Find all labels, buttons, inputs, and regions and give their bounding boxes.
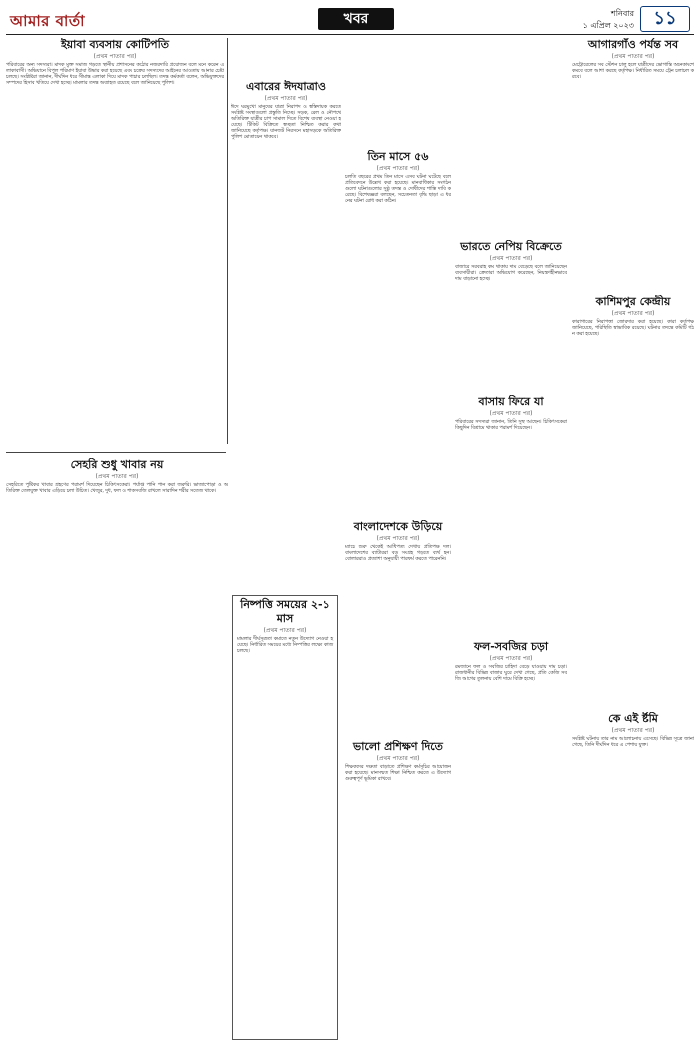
article-body: সেহরিতে পুষ্টিকর খাবার গ্রহণের পরামর্শ দিয়েছেন চিকিৎসকেরা। পর্যাপ্ত পানি পান করা জরুরি। ভাজাপোড়া ও অতিরিক্ত তেলযুক্ত খাবার এড়িয়ে চলা উচিত। খেজুর, দুধ, ফল ও শাকসবজি রাখলে সারাদিন শরীর সতেজ থাকে। (6, 483, 228, 495)
article-byline: (প্রথম পাতার পর) (611, 310, 655, 317)
article-body: বাজারে সরবরাহ কম থাকায় দাম বেড়েছে বলে জানিয়েছেন ব্যবসায়ীরা। ক্রেতারা অভিযোগ করেছেন, নিয়ন্ত্রণহীনভাবে দাম বাড়ানো হচ্ছে। (455, 265, 567, 283)
article-title: ইয়াবা ব্যবসায় কোটিপতি (60, 38, 170, 51)
masthead (6, 6, 694, 35)
article-byline: (প্রথম পাতার পর) (611, 727, 655, 734)
article-who-is (572, 712, 694, 1042)
article-byline: (প্রথম পাতার পর) (489, 410, 533, 417)
article-byline: (প্রথম পাতার পর) (95, 473, 139, 480)
article-title: ফল-সবজির চড়া (473, 640, 549, 653)
article-body: মেট্রোরেলের সব স্টেশন চালু হলে যাত্রীদের ভোগান্তি অনেকাংশে কমবে বলে আশা করছে কর্তৃপক্ষ। নির্ধারিত সময়ে ট্রেন চলাচল করবে। (572, 63, 694, 81)
article-fruit-vegetable (455, 640, 567, 1040)
article-agargaon (572, 38, 694, 288)
article-training (345, 740, 451, 1040)
article-title: আগারগাঁও পর্যন্ত সব (587, 38, 679, 51)
article-title: ভারতে নেপিয় বিক্রেতে (460, 240, 562, 253)
article-body: সংশ্লিষ্ট ঘটনায় তার নাম আলোচনায় এসেছে। বিভিন্ন সূত্রে জানা গেছে, তিনি দীর্ঘদিন ধরে এ পেশায় যুক্ত। (572, 737, 694, 749)
article-title: কাশিমপুর কেন্দ্রীয় (595, 295, 671, 308)
article-body: পরিবারের সদস্যরা জানান, তিনি সুস্থ আছেন। চিকিৎসকেরা কিছুদিন বিশ্রামে থাকার পরামর্শ দিয়েছেন। (455, 420, 567, 432)
article-bangladesh-defeat (345, 520, 451, 620)
article-body: ম্যাচে শুরু থেকেই আধিপত্য দেখায় প্রতিপক্ষ দল। বাংলাদেশের ব্যাটাররা বড় সংগ্রহ গড়তে ব্যর্থ হন। বোলাররাও প্রত্যাশা অনুযায়ী পারফর্ম করতে পারেননি। (345, 545, 451, 563)
article-byline: (প্রথম পাতার পর) (489, 655, 533, 662)
article-byline: (প্রথম পাতার পর) (489, 255, 533, 262)
article-title: বাংলাদেশকে উড়িয়ে (353, 520, 443, 533)
article-byline: (প্রথম পাতার পর) (263, 627, 307, 634)
article-returned-home (455, 395, 567, 585)
article-body: শিক্ষকদের দক্ষতা বাড়াতে প্রশিক্ষণ কর্মসূচির আয়োজন করা হয়েছে। মানসম্মত শিক্ষা নিশ্চিত করতে এ উদ্যোগ গুরুত্বপূর্ণ ভূমিকা রাখবে। (345, 765, 451, 783)
article-byline: (প্রথম পাতার পর) (611, 53, 655, 60)
article-body: চলতি বছরের প্রথম তিন মাসে এসব ঘটনা ঘটেছে বলে প্রতিবেদনে উল্লেখ করা হয়েছে। মানবাধিকার সংগঠনগুলো ঘটনাগুলোর সুষ্ঠু তদন্ত ও দোষীদের শাস্তি দাবি করেছে। বিশেষজ্ঞরা বলছেন, সচেতনতা বৃদ্ধি ছাড়া এ ধরনের ঘটনা রোধ করা কঠিন। (345, 175, 451, 205)
article-body: মামলার দীর্ঘসূত্রতা কমাতে নতুন উদ্যোগ নেওয়া হয়েছে। নির্ধারিত সময়ের মধ্যে নিষ্পত্তির লক্ষ্যে কাজ চলছে। (237, 637, 333, 655)
article-title: তিন মাসে ৫৬ (367, 150, 429, 163)
issue-date: ১ এপ্রিল ২০২৩ (582, 21, 634, 30)
article-byline: (প্রথম পাতার পর) (376, 165, 420, 172)
newspaper-logo: আমার বার্তা (10, 12, 85, 30)
article-settlement (232, 595, 338, 1040)
section-label: খবর (318, 8, 394, 30)
article-title: এবারের ঈদযাত্রাও (246, 80, 326, 93)
article-title: ভালো প্রশিক্ষণ দিতে (353, 740, 443, 753)
article-india (455, 240, 567, 380)
article-three-months (345, 150, 451, 450)
article-eid-journey (231, 80, 341, 450)
article-sehri (6, 458, 228, 1043)
article-body: রমজানে ফল ও সবজির চাহিদা বেড়ে যাওয়ায় দাম চড়া। রাজধানীর বিভিন্ন বাজার ঘুরে দেখা গেছে, প্রতি কেজি সবজি আগের তুলনায় বেশি দামে বিক্রি হচ্ছে। (455, 665, 567, 683)
article-byline: (প্রথম পাতার পর) (376, 535, 420, 542)
article-title: কে এই র্ষ্টমি (608, 712, 658, 725)
article-title: সেহরি শুধু খাবার নয় (70, 458, 164, 471)
page-number: ১১ (640, 6, 690, 32)
article-yaba (6, 38, 224, 444)
article-title: বাসায় ফিরে যা (478, 395, 544, 408)
horizontal-divider (6, 452, 226, 453)
article-byline: (প্রথম পাতার পর) (93, 53, 137, 60)
article-body: কারাগারের নিরাপত্তা জোরদার করা হয়েছে। কারা কর্তৃপক্ষ জানিয়েছে, পরিস্থিতি স্বাভাবিক রয়েছে। ঘটনার তদন্তে কমিটি গঠন করা হয়েছে। (572, 320, 694, 338)
issue-day: শনিবার (611, 9, 634, 18)
article-kashimpur (572, 295, 694, 705)
article-body: ঈদে ঘরমুখো মানুষের যাত্রা নিরাপদ ও স্বস্তিদায়ক করতে সংশ্লিষ্ট সংস্থাগুলো প্রস্তুতি নিচ্ছে। সড়ক, রেল ও নৌপথে অতিরিক্ত যাত্রীর চাপ সামাল দিতে বিশেষ ব্যবস্থা নেওয়া হয়েছে। টিকিট বিক্রিতে স্বচ্ছতা নিশ্চিত করার কথা জানিয়েছে কর্তৃপক্ষ। যানজট নিরসনে মহাসড়কে অতিরিক্ত পুলিশ মোতায়েন থাকবে। (231, 105, 341, 141)
article-body: পরিবারের অন্য সদস্যরা। মাদক মুক্ত সমাজ গড়তে স্থানীয় প্রশাসনের কঠোর নজরদারি প্রয়োজন বলে মনে করেন এলাকাবাসী। অভিযানে বিপুল পরিমাণ ইয়াবা উদ্ধার করা হয়েছে এবং চক্রের সদস্যদের আইনের আওতায় আনার চেষ্টা চলছে। সংশ্লিষ্টরা জানান, দীর্ঘদিন ধরে সীমান্ত এলাকা দিয়ে মাদক পাচার চলছিল। তদন্ত কর্মকর্তা বলেন, অভিযুক্তদের সম্পদের হিসাব খতিয়ে দেখা হচ্ছে। মামলার তদন্ত অব্যাহত রয়েছে বলে জানিয়েছে পুলিশ। (6, 63, 224, 87)
column-divider (227, 38, 228, 444)
article-byline: (প্রথম পাতার পর) (264, 95, 308, 102)
article-title: নিষ্পত্তি সময়ের ২-১ মাস (240, 598, 330, 625)
article-byline: (প্রথম পাতার পর) (376, 755, 420, 762)
